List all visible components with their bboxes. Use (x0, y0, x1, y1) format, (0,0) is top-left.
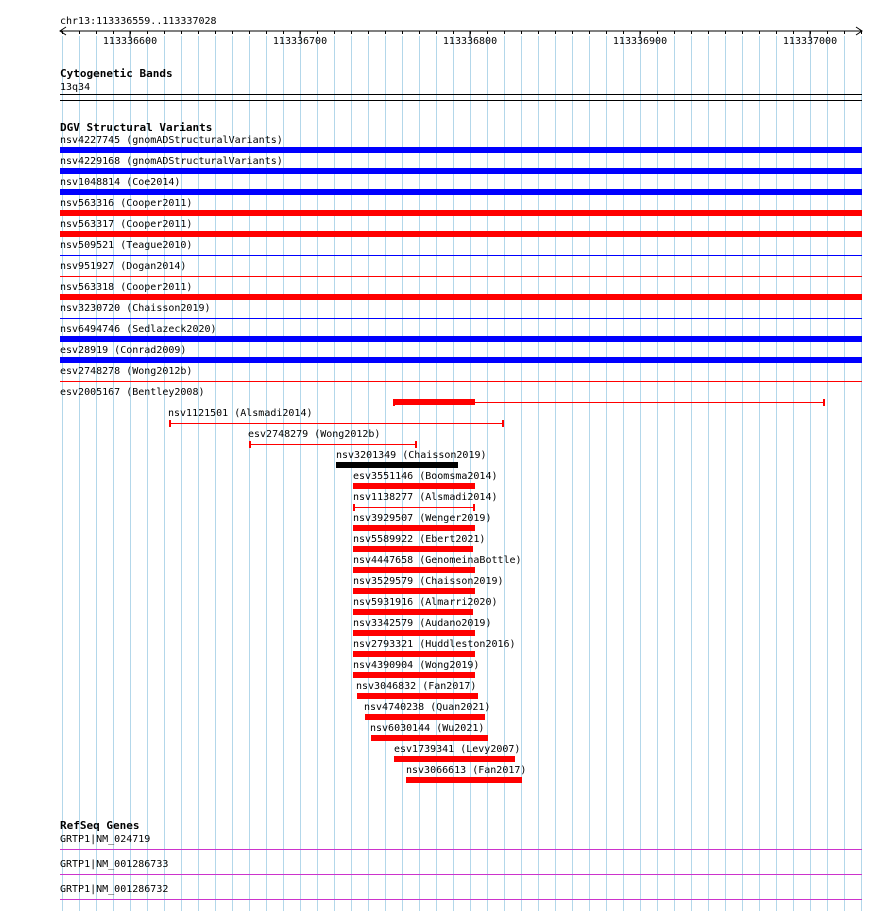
dgv-feature-label: esv3551146 (Boomsma2014) (353, 471, 498, 482)
refseq-track-title[interactable]: RefSeq Genes (60, 819, 140, 832)
dgv-feature[interactable] (406, 765, 526, 783)
dgv-feature-bar[interactable] (365, 714, 485, 720)
ruler-tick-label: 113337000 (782, 36, 838, 47)
refseq-feature-label: GRTP1|NM_024719 (60, 834, 151, 845)
dgv-feature[interactable] (353, 513, 491, 531)
refseq-track (60, 819, 862, 900)
dgv-feature-label: nsv509521 (Teague2010) (60, 240, 193, 251)
region-label: chr13:113336559..113337028 (60, 16, 217, 27)
cytoband-track (60, 67, 862, 101)
refseq-feature-label: GRTP1|NM_001286733 (60, 859, 169, 870)
dgv-feature-endcap (249, 441, 251, 448)
dgv-feature-label: nsv3046832 (Fan2017) (356, 681, 477, 692)
dgv-feature-label: esv2748279 (Wong2012b) (248, 429, 381, 440)
dgv-feature[interactable] (353, 555, 522, 573)
dgv-feature[interactable] (248, 429, 417, 448)
dgv-feature-endcap (169, 420, 171, 427)
dgv-feature[interactable] (370, 723, 488, 741)
dgv-feature-bar[interactable] (353, 609, 473, 615)
dgv-feature-bar[interactable] (394, 399, 475, 405)
dgv-feature[interactable] (60, 240, 862, 256)
dgv-feature[interactable] (353, 618, 491, 636)
dgv-feature[interactable] (60, 303, 862, 319)
dgv-feature-label: nsv5589922 (Ebert2021) (353, 534, 486, 545)
dgv-feature-bar[interactable] (353, 651, 475, 657)
dgv-feature-label: esv1739341 (Levy2007) (394, 744, 521, 755)
dgv-feature-bar[interactable] (60, 189, 862, 195)
dgv-feature[interactable] (394, 744, 520, 762)
dgv-feature-label: esv2005167 (Bentley2008) (60, 387, 205, 398)
dgv-feature[interactable] (336, 450, 487, 468)
dgv-feature-bar[interactable] (353, 546, 473, 552)
dgv-feature-label: nsv5931916 (Almarri2020) (353, 597, 498, 608)
dgv-feature-bar[interactable] (353, 588, 475, 594)
dgv-feature-label: nsv3066613 (Fan2017) (406, 765, 527, 776)
dgv-feature-label: nsv3529579 (Chaisson2019) (353, 576, 504, 587)
dgv-feature-label: nsv6030144 (Wu2021) (370, 723, 485, 734)
dgv-feature[interactable] (60, 387, 825, 406)
dgv-feature-bar[interactable] (60, 336, 862, 342)
dgv-feature-endcap (823, 399, 825, 406)
dgv-feature-bar[interactable] (60, 147, 862, 153)
dgv-feature-label: nsv1138277 (Alsmadi2014) (353, 492, 498, 503)
dgv-feature-label: nsv1048814 (Coe2014) (60, 177, 181, 188)
dgv-feature-label: nsv3929507 (Wenger2019) (353, 513, 492, 524)
dgv-feature-endcap (353, 504, 355, 511)
dgv-feature[interactable] (60, 219, 862, 237)
dgv-feature-label: nsv563316 (Cooper2011) (60, 198, 193, 209)
dgv-feature-bar[interactable] (353, 567, 475, 573)
dgv-feature-label: nsv4390904 (Wong2019) (353, 660, 480, 671)
refseq-feature[interactable] (60, 859, 862, 875)
dgv-track-title[interactable]: DGV Structural Variants (60, 121, 213, 134)
dgv-feature[interactable] (60, 324, 862, 342)
ruler-tick-label: 113336900 (612, 36, 668, 47)
dgv-feature-bar[interactable] (353, 672, 475, 678)
dgv-feature[interactable] (353, 471, 498, 489)
dgv-feature-label: nsv4229168 (gnomADStructuralVariants) (60, 156, 283, 167)
dgv-feature[interactable] (353, 534, 485, 552)
dgv-feature[interactable] (60, 282, 862, 300)
dgv-feature-bar[interactable] (357, 693, 478, 699)
dgv-feature-bar[interactable] (353, 525, 475, 531)
ruler-tick-label: 113336600 (102, 36, 158, 47)
dgv-feature-bar[interactable] (406, 777, 522, 783)
dgv-feature-label: nsv6494746 (Sedlazeck2020) (60, 324, 217, 335)
dgv-feature-bar[interactable] (394, 756, 515, 762)
dgv-feature-endcap (473, 504, 475, 511)
ruler (60, 16, 862, 47)
dgv-track (60, 121, 862, 783)
cytoband-label: 13q34 (60, 82, 91, 93)
dgv-feature-label: nsv3342579 (Audano2019) (353, 618, 492, 629)
refseq-feature[interactable] (60, 834, 862, 850)
dgv-feature[interactable] (60, 345, 862, 363)
dgv-feature-label: nsv4227745 (gnomADStructuralVariants) (60, 135, 283, 146)
dgv-feature[interactable] (364, 702, 490, 720)
dgv-feature[interactable] (356, 681, 478, 699)
dgv-feature[interactable] (60, 135, 862, 153)
dgv-feature-label: esv28919 (Conrad2009) (60, 345, 187, 356)
dgv-feature-bar[interactable] (353, 483, 475, 489)
dgv-feature-label: esv2748278 (Wong2012b) (60, 366, 193, 377)
dgv-feature-endcap (502, 420, 504, 427)
dgv-feature-label: nsv3230720 (Chaisson2019) (60, 303, 211, 314)
dgv-feature[interactable] (60, 366, 862, 382)
dgv-feature-endcap (415, 441, 417, 448)
dgv-feature[interactable] (60, 198, 862, 216)
dgv-feature[interactable] (353, 576, 504, 594)
dgv-feature-label: nsv1121501 (Alsmadi2014) (168, 408, 313, 419)
refseq-feature-label: GRTP1|NM_001286732 (60, 884, 169, 895)
dgv-feature-label: nsv3201349 (Chaisson2019) (336, 450, 487, 461)
dgv-feature-label: nsv4740238 (Quan2021) (364, 702, 491, 713)
dgv-feature-bar[interactable] (60, 294, 862, 300)
dgv-feature-label: nsv2793321 (Huddleston2016) (353, 639, 516, 650)
dgv-feature[interactable] (353, 660, 479, 678)
dgv-feature[interactable] (353, 597, 498, 615)
refseq-feature[interactable] (60, 884, 862, 900)
dgv-feature[interactable] (60, 261, 862, 277)
dgv-feature-bar[interactable] (336, 462, 458, 468)
dgv-feature-label: nsv4447658 (GenomeinaBottle) (353, 555, 522, 566)
dgv-feature-bar[interactable] (60, 168, 862, 174)
cytoband-track-title[interactable]: Cytogenetic Bands (60, 67, 173, 80)
dgv-feature-label: nsv563317 (Cooper2011) (60, 219, 193, 230)
dgv-feature[interactable] (60, 177, 862, 195)
dgv-feature-bar[interactable] (60, 357, 862, 363)
dgv-feature-bar[interactable] (353, 630, 475, 636)
ruler-tick-label: 113336800 (442, 36, 498, 47)
dgv-feature-bar[interactable] (371, 735, 488, 741)
ruler-tick-label: 113336700 (272, 36, 328, 47)
dgv-feature[interactable] (60, 156, 862, 174)
dgv-feature-label: nsv951927 (Dogan2014) (60, 261, 187, 272)
dgv-feature-bar[interactable] (60, 210, 862, 216)
dgv-feature[interactable] (353, 492, 498, 511)
dgv-feature-label: nsv563318 (Cooper2011) (60, 282, 193, 293)
dgv-feature-bar[interactable] (60, 231, 862, 237)
dgv-feature[interactable] (353, 639, 516, 657)
